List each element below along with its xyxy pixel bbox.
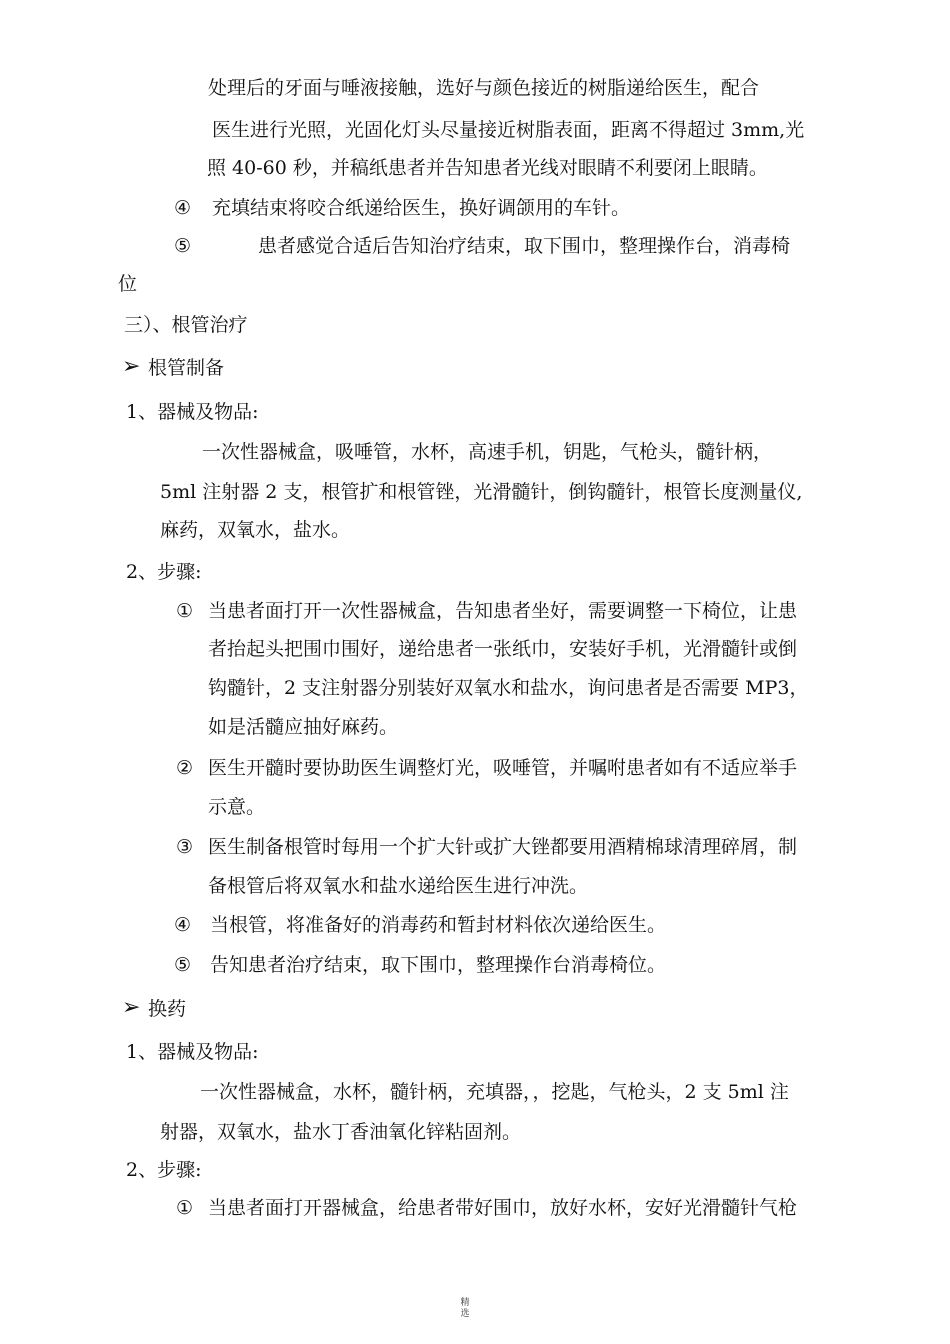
step-number: ⑤ bbox=[174, 235, 192, 257]
footer-char: 选 bbox=[460, 1309, 470, 1319]
text-line: 一次性器械盒，水杯，髓针柄，充填器，，挖匙，气枪头，2 支 5ml 注 bbox=[200, 1081, 789, 1103]
step-text: 充填结束将咬合纸递给医生，换好调颌用的车针。 bbox=[212, 197, 631, 219]
step-text: 钩髓针，2 支注射器分别装好双氧水和盐水，询问患者是否需要 MP3， bbox=[208, 677, 809, 699]
arrow-bullet-icon: ➢ bbox=[122, 354, 141, 379]
subsection-title: 根管制备 bbox=[148, 357, 225, 379]
list-heading: 2、步骤: bbox=[126, 1159, 202, 1181]
text-line: 照 40-60 秒，并稿纸患者并告知患者光线对眼睛不利要闭上眼睛。 bbox=[207, 157, 768, 179]
step-number: ② bbox=[176, 757, 194, 779]
step-text: 当患者面打开一次性器械盒，告知患者坐好，需要调整一下椅位，让患 bbox=[208, 600, 798, 622]
arrow-bullet-icon: ➢ bbox=[122, 995, 141, 1020]
step-number: ⑤ bbox=[174, 954, 192, 976]
text-line: 5ml 注射器 2 支，根管扩和根管锉，光滑髓针，倒钩髓针，根管长度测量仪, bbox=[160, 481, 803, 503]
step-text: 医生开髓时要协助医生调整灯光，吸唾管，并嘱咐患者如有不适应举手 bbox=[208, 757, 798, 779]
text-line: 位 bbox=[118, 273, 138, 295]
step-text: 备根管后将双氧水和盐水递给医生进行冲洗。 bbox=[208, 875, 589, 897]
footer-char: 精 bbox=[460, 1298, 470, 1308]
section-heading: 三）、根管治疗 bbox=[124, 314, 248, 336]
text-line: 处理后的牙面与唾液接触，选好与颜色接近的树脂递给医生，配合 bbox=[208, 77, 760, 99]
step-number: ① bbox=[176, 1197, 194, 1219]
text-line: 麻药，双氧水，盐水。 bbox=[160, 519, 351, 541]
step-text: 医生制备根管时每用一个扩大针或扩大锉都要用酒精棉球清理碎屑，制 bbox=[208, 836, 798, 858]
list-heading: 2、步骤: bbox=[126, 561, 202, 583]
step-text: 示意。 bbox=[208, 796, 266, 818]
step-text: 当根管，将准备好的消毒药和暂封材料依次递给医生。 bbox=[210, 914, 667, 936]
page-footer bbox=[458, 1298, 472, 1320]
step-text: 当患者面打开器械盒，给患者带好围巾，放好水杯，安好光滑髓针气枪 bbox=[208, 1197, 798, 1219]
text-line: 射器，双氧水，盐水丁香油氧化锌粘固剂。 bbox=[160, 1121, 522, 1143]
step-text: 患者感觉合适后告知治疗结束，取下围巾，整理操作台，消毒椅 bbox=[258, 235, 791, 257]
step-text: 告知患者治疗结束，取下围巾，整理操作台消毒椅位。 bbox=[210, 954, 667, 976]
text-line: 医生进行光照，光固化灯头尽量接近树脂表面，距离不得超过 3mm,光 bbox=[212, 119, 805, 141]
step-number: ④ bbox=[174, 197, 192, 219]
subsection-title: 换药 bbox=[148, 998, 187, 1020]
list-heading: 1、器械及物品: bbox=[126, 401, 259, 423]
list-heading: 1、器械及物品: bbox=[126, 1041, 259, 1063]
text-line: 一次性器械盒，吸唾管，水杯，高速手机，钥匙，气枪头，髓针柄， bbox=[202, 441, 773, 463]
step-text: 者抬起头把围巾围好，递给患者一张纸巾，安装好手机，光滑髓针或倒 bbox=[208, 638, 798, 660]
step-number: ③ bbox=[176, 836, 194, 858]
step-text: 如是活髓应抽好麻药。 bbox=[208, 716, 399, 738]
step-number: ① bbox=[176, 600, 194, 622]
step-number: ④ bbox=[174, 914, 192, 936]
